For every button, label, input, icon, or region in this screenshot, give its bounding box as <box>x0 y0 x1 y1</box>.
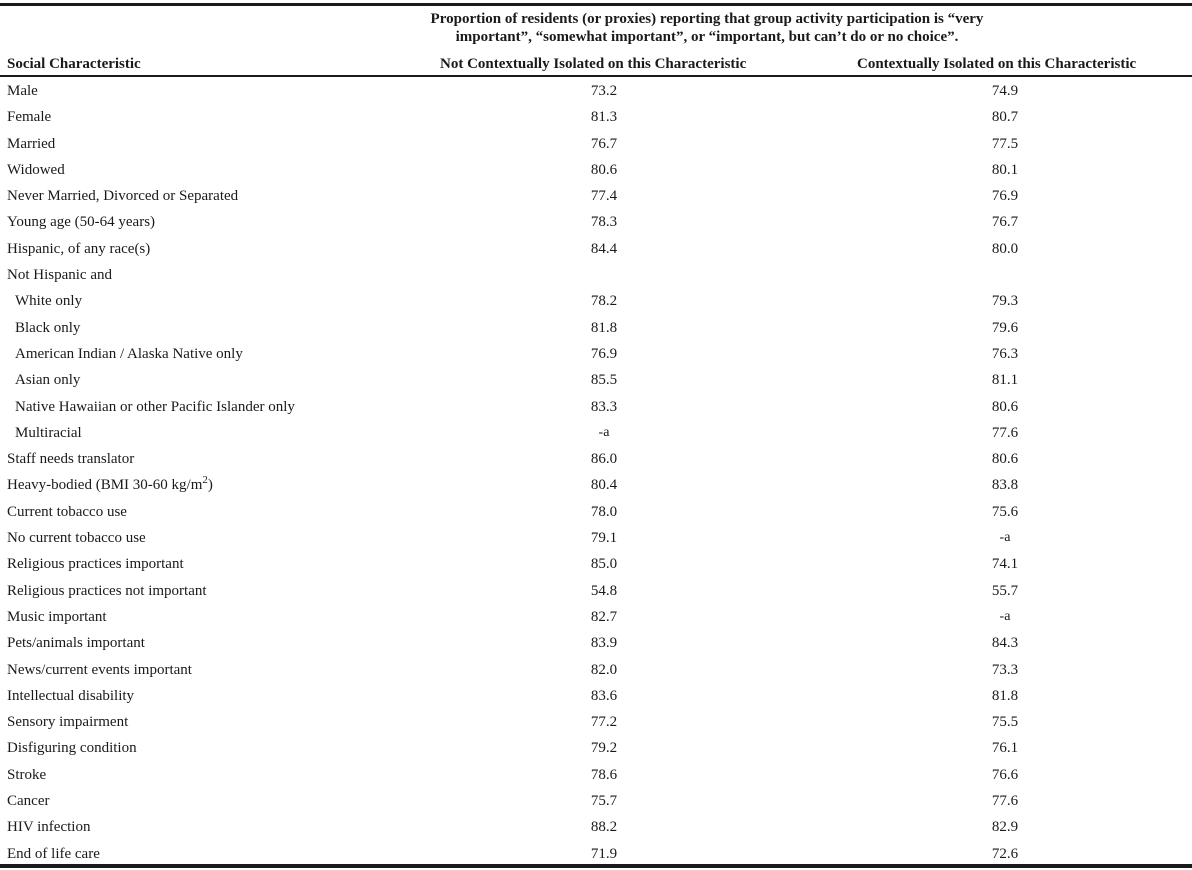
value-not-isolated: 76.9 <box>590 345 618 362</box>
row-label-text: Religious practices not important <box>7 582 207 599</box>
row-label-text: Not Hispanic and <box>7 267 112 284</box>
value-isolated: 80.0 <box>991 240 1019 257</box>
header-rule <box>0 75 1192 77</box>
table-row <box>0 288 1192 314</box>
table-row <box>0 604 1192 630</box>
column-header-isolated: Contextually Isolated on this Characteristic <box>857 56 1137 72</box>
row-label-text: Stroke <box>7 766 47 783</box>
row-label <box>15 424 82 442</box>
table-row <box>0 209 1192 235</box>
value-isolated: 55.7 <box>991 582 1019 599</box>
value-isolated: 76.1 <box>991 740 1019 757</box>
value-isolated: 76.7 <box>991 214 1019 231</box>
table-row <box>0 499 1192 525</box>
table-body <box>0 78 1192 867</box>
table-row <box>0 841 1192 867</box>
row-label-text: Asian only <box>15 372 81 389</box>
value-isolated: 80.6 <box>991 398 1019 415</box>
value-not-isolated: 82.0 <box>590 661 618 678</box>
value-isolated: 72.6 <box>991 845 1019 862</box>
table-row <box>0 131 1192 157</box>
row-label-text: White only <box>15 293 83 310</box>
value-not-isolated: 80.6 <box>590 161 618 178</box>
value-isolated: 82.9 <box>991 819 1019 836</box>
column-header-social-characteristic: Social Characteristic <box>7 56 141 72</box>
row-label-text: American Indian / Alaska Native only <box>15 345 243 362</box>
row-label <box>7 450 134 468</box>
value-isolated: 80.7 <box>991 109 1019 126</box>
value-isolated: 80.6 <box>991 451 1019 468</box>
value-isolated: 75.5 <box>991 714 1019 731</box>
table-row <box>0 630 1192 656</box>
row-label <box>7 135 55 153</box>
value-not-isolated: 76.7 <box>590 135 618 152</box>
value-not-isolated: 81.8 <box>590 319 618 336</box>
row-label <box>7 161 65 179</box>
spanning-column-header: Proportion of residents (or proxies) reporting that group activity participation is “very important”, “somewhat important”, or “important, but can’t do or no choice”. <box>430 11 984 45</box>
row-label <box>15 345 243 363</box>
value-not-isolated: 75.7 <box>590 793 618 810</box>
row-label-text: Religious practices important <box>7 556 184 573</box>
value-isolated: 75.6 <box>991 503 1019 520</box>
table-row <box>0 472 1192 498</box>
table-row <box>0 814 1192 840</box>
row-label-text: Music important <box>7 608 107 625</box>
value-not-isolated: 85.0 <box>590 556 618 573</box>
row-label <box>7 529 146 547</box>
table-row <box>0 683 1192 709</box>
table-row <box>0 78 1192 104</box>
row-label <box>7 266 112 284</box>
table-row <box>0 341 1192 367</box>
value-isolated: 77.5 <box>991 135 1019 152</box>
row-label <box>7 240 150 258</box>
table-row <box>0 578 1192 604</box>
value-isolated: 76.9 <box>991 188 1019 205</box>
row-label-text: Heavy-bodied (BMI 30-60 kg/m <box>7 477 203 494</box>
row-label-text: Current tobacco use <box>7 503 127 520</box>
value-isolated: -a <box>999 530 1011 546</box>
value-not-isolated: 77.4 <box>590 188 618 205</box>
table-row <box>0 709 1192 735</box>
row-label-text: Native Hawaiian or other Pacific Islander only <box>15 398 295 415</box>
row-label <box>7 739 137 757</box>
row-label-text: Widowed <box>7 161 65 178</box>
value-not-isolated: 85.5 <box>590 372 618 389</box>
row-label-text: Disfiguring condition <box>7 740 137 757</box>
value-not-isolated: 82.7 <box>590 608 618 625</box>
value-isolated: -a <box>999 608 1011 624</box>
row-label <box>7 608 107 626</box>
row-label <box>7 661 192 679</box>
value-not-isolated: 83.9 <box>590 635 618 652</box>
row-label-text: News/current events important <box>7 661 192 678</box>
column-header-not-isolated: Not Contextually Isolated on this Characteristic <box>440 56 747 72</box>
table-row <box>0 788 1192 814</box>
table-row <box>0 236 1192 262</box>
row-label <box>15 371 80 389</box>
value-isolated: 74.1 <box>991 556 1019 573</box>
value-isolated: 80.1 <box>991 161 1019 178</box>
row-label-text: Male <box>7 83 38 99</box>
row-label-tail: ) <box>207 477 213 494</box>
value-isolated: 84.3 <box>991 635 1019 652</box>
value-not-isolated: 88.2 <box>590 819 618 836</box>
row-label <box>7 845 100 863</box>
value-not-isolated: 80.4 <box>590 477 618 494</box>
row-label <box>7 792 49 810</box>
row-label <box>7 713 128 731</box>
row-label <box>7 818 90 836</box>
row-label-text: Never Married, Divorced or Separated <box>7 188 239 205</box>
row-label-superscript: 2 <box>202 474 208 487</box>
value-not-isolated: 79.1 <box>590 530 618 547</box>
row-label <box>7 108 51 126</box>
row-label <box>7 555 184 573</box>
table-row <box>0 367 1192 393</box>
row-label <box>7 582 207 600</box>
value-not-isolated: 54.8 <box>590 582 618 599</box>
row-label <box>15 292 82 310</box>
table-row <box>0 551 1192 577</box>
row-label-text: End of life care <box>7 845 100 862</box>
row-label <box>7 82 38 100</box>
table-row <box>0 446 1192 472</box>
table-bottom-rule <box>0 864 1192 868</box>
table-row <box>0 525 1192 551</box>
row-label <box>7 687 134 705</box>
row-label <box>7 766 46 784</box>
row-label-text: Intellectual disability <box>7 687 135 704</box>
value-not-isolated: 78.3 <box>590 214 618 231</box>
value-not-isolated: 79.2 <box>590 740 618 757</box>
value-isolated: 81.1 <box>991 372 1019 389</box>
value-isolated: 83.8 <box>991 477 1019 494</box>
row-label-text: Staff needs translator <box>7 451 135 468</box>
value-not-isolated: 73.2 <box>590 83 618 99</box>
table-row <box>0 394 1192 420</box>
value-isolated: 73.3 <box>991 661 1019 678</box>
row-label-text: Pets/animals important <box>7 635 145 652</box>
row-label-text: Sensory impairment <box>7 714 129 731</box>
value-not-isolated: 78.2 <box>590 293 618 310</box>
table-row <box>0 420 1192 446</box>
value-not-isolated: 83.6 <box>590 687 618 704</box>
value-not-isolated: 81.3 <box>590 109 618 126</box>
value-isolated: 77.6 <box>991 424 1019 441</box>
row-label <box>15 398 295 416</box>
row-label <box>7 634 145 652</box>
value-not-isolated: 84.4 <box>590 240 618 257</box>
row-label-text: No current tobacco use <box>7 530 146 547</box>
value-isolated: 74.9 <box>991 83 1019 99</box>
value-isolated: 76.3 <box>991 345 1019 362</box>
table-top-rule <box>0 3 1192 6</box>
row-label <box>7 187 238 205</box>
value-not-isolated: 86.0 <box>590 451 618 468</box>
row-label-text: Hispanic, of any race(s) <box>7 240 151 257</box>
value-not-isolated: 78.0 <box>590 503 618 520</box>
row-label-text: Female <box>7 109 52 126</box>
value-isolated: 81.8 <box>991 687 1019 704</box>
table-row <box>0 657 1192 683</box>
row-label-text: Young age (50-64 years) <box>7 214 156 231</box>
row-label-text: Cancer <box>7 793 50 810</box>
value-isolated: 76.6 <box>991 766 1019 783</box>
table-row <box>0 735 1192 761</box>
value-isolated: 79.6 <box>991 319 1019 336</box>
row-label-text: HIV infection <box>7 819 91 836</box>
row-label <box>15 319 80 337</box>
row-label <box>7 503 127 521</box>
row-label-text: Black only <box>15 319 81 336</box>
value-not-isolated: 83.3 <box>590 398 618 415</box>
row-label-text: Multiracial <box>15 424 82 441</box>
row-label <box>7 213 155 231</box>
row-label-text: Married <box>7 135 56 152</box>
value-isolated: 79.3 <box>991 293 1019 310</box>
table-row <box>0 183 1192 209</box>
table-row <box>0 262 1192 288</box>
row-label <box>7 476 213 494</box>
value-not-isolated: 78.6 <box>590 766 618 783</box>
table-row <box>0 104 1192 130</box>
table-row <box>0 157 1192 183</box>
value-not-isolated: 77.2 <box>590 714 618 731</box>
value-isolated: 77.6 <box>991 793 1019 810</box>
table-row <box>0 315 1192 341</box>
table-row <box>0 762 1192 788</box>
value-not-isolated: -a <box>598 424 610 440</box>
value-not-isolated: 71.9 <box>590 845 618 862</box>
